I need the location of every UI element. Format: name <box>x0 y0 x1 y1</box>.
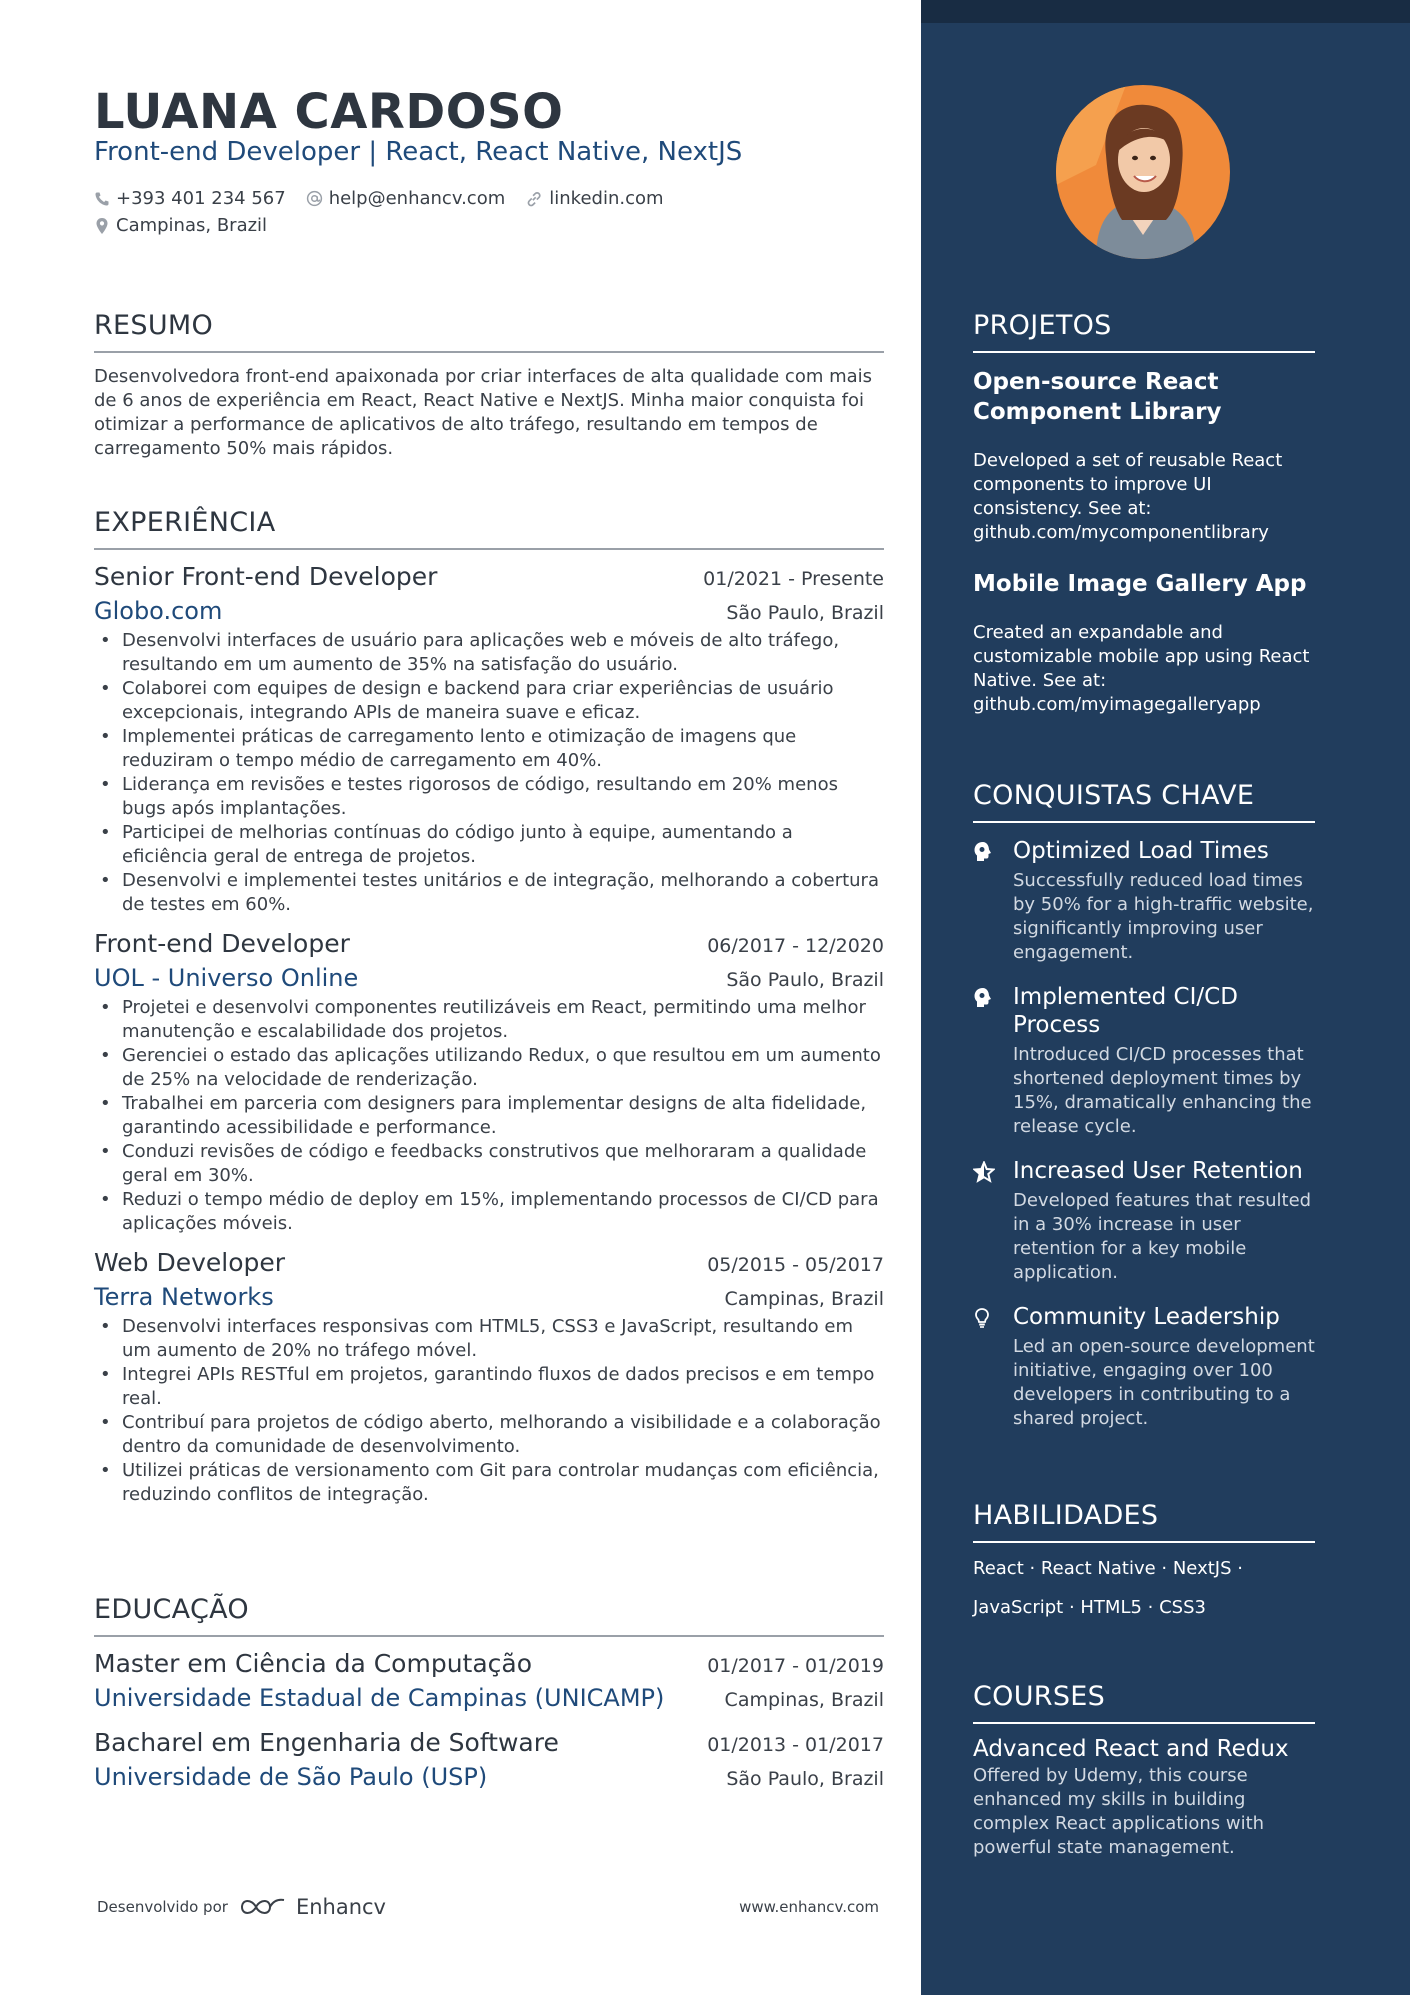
job-bullet: • Desenvolvi e implementei testes unitários e de integração, melhorando a cobertura de testes em 60%. <box>94 869 884 917</box>
job-bullet: • Integrei APIs RESTful em projetos, garantindo fluxos de dados precisos e em tempo real. <box>94 1363 884 1411</box>
courses-heading: COURSES <box>973 1681 1315 1724</box>
job-bullets <box>94 1315 884 1507</box>
education-degree: Bacharel em Engenharia de Software <box>94 1728 559 1757</box>
job-bullet: • Trabalhei em parceria com designers para implementar designs de alta fidelidade, garantindo acessibilidade e performance. <box>94 1092 884 1140</box>
footer <box>97 1895 879 1919</box>
avatar <box>1056 85 1230 259</box>
link-icon <box>525 190 543 208</box>
phone-icon <box>94 191 110 207</box>
job-location: São Paulo, Brazil <box>726 602 884 624</box>
job-entry <box>94 562 884 917</box>
project-title: Mobile Image Gallery App <box>973 571 1307 597</box>
education-school: Universidade Estadual de Campinas (UNICAMP) <box>94 1684 665 1712</box>
course-title: Advanced React and Redux <box>973 1736 1289 1762</box>
course-description: Offered by Udemy, this course enhanced my skills in building complex React applications with powerful state management. <box>973 1765 1265 1858</box>
contact-info <box>94 185 684 239</box>
achievement-description: Developed features that resulted in a 30% increase in user retention for a key mobile application. <box>1013 1190 1312 1283</box>
job-dates: 01/2021 - Presente <box>703 568 884 590</box>
at-icon <box>306 190 323 207</box>
achievement-description: Successfully reduced load times by 50% for a high-traffic website, significantly improving user engagement. <box>1013 870 1314 963</box>
education-location: São Paulo, Brazil <box>726 1768 884 1790</box>
job-bullet: • Reduzi o tempo médio de deploy em 15%, implementando processos de CI/CD para aplicações móveis. <box>94 1188 884 1236</box>
linkedin-text: linkedin.com <box>549 188 664 209</box>
job-location: São Paulo, Brazil <box>726 969 884 991</box>
achievement-description: Introduced CI/CD processes that shortened deployment times by 15%, dramatically enhancing the release cycle. <box>1013 1044 1312 1137</box>
education-location: Campinas, Brazil <box>724 1689 884 1711</box>
job-bullets <box>94 629 884 917</box>
education-dates: 01/2017 - 01/2019 <box>707 1655 884 1677</box>
location-text: Campinas, Brazil <box>116 215 268 236</box>
job-bullet: • Contribuí para projetos de código aberto, melhorando a visibilidade e a colaboração dentro da comunidade de desenvolvimento. <box>94 1411 884 1459</box>
job-bullet: • Utilizei práticas de versionamento com Git para controlar mudanças com eficiência, reduzindo conflitos de integração. <box>94 1459 884 1507</box>
achievement-description: Led an open-source development initiative, engaging over 100 developers in contributing to a shared project. <box>1013 1336 1315 1429</box>
job-bullets <box>94 996 884 1236</box>
job-title: Web Developer <box>94 1248 286 1277</box>
summary-heading: RESUMO <box>94 310 884 353</box>
sidebar <box>921 0 1410 1995</box>
enhancv-logo-icon <box>240 1895 286 1919</box>
project-description: Created an expandable and customizable mobile app using React Native. See at: github.com/myimagegalleryapp <box>973 622 1310 715</box>
job-bullet: • Desenvolvi interfaces de usuário para aplicações web e móveis de alto tráfego, resultando em um aumento de 35% na satisfação do usuário. <box>94 629 884 677</box>
project-title: Open-source React Component Library <box>973 369 1222 425</box>
education-section <box>94 1594 884 1791</box>
experience-section <box>94 507 884 1507</box>
skills-heading: HABILIDADES <box>973 1500 1315 1543</box>
job-bullet: • Desenvolvi interfaces responsivas com HTML5, CSS3 e JavaScript, resultando em um aumento de 20% no tráfego móvel. <box>94 1315 884 1363</box>
projects-section <box>973 310 1315 717</box>
job-entry <box>94 929 884 1236</box>
achievement-item <box>973 837 1315 965</box>
job-entry <box>94 1248 884 1507</box>
location-pin-icon <box>94 217 110 235</box>
phone-text: +393 401 234 567 <box>116 188 286 209</box>
job-bullet: • Liderança em revisões e testes rigorosos de código, resultando em 20% menos bugs após implantações. <box>94 773 884 821</box>
projects-heading: PROJETOS <box>973 310 1315 353</box>
job-company: UOL - Universo Online <box>94 964 359 992</box>
phone-contact[interactable] <box>94 188 286 209</box>
experience-heading: EXPERIÊNCIA <box>94 507 884 550</box>
education-school: Universidade de São Paulo (USP) <box>94 1763 488 1791</box>
enhancv-brand: Enhancv <box>295 1895 386 1919</box>
head-gear-icon <box>973 841 993 863</box>
courses-section <box>973 1681 1315 1860</box>
star-icon <box>973 1161 995 1183</box>
education-degree: Master em Ciência da Computação <box>94 1649 533 1678</box>
education-dates: 01/2013 - 01/2017 <box>707 1734 884 1756</box>
job-title: Senior Front-end Developer <box>94 562 438 591</box>
job-location: Campinas, Brazil <box>724 1288 884 1310</box>
email-text: help@enhancv.com <box>328 188 506 209</box>
achievement-title: Community Leadership <box>1013 1304 1280 1330</box>
skills-line: React · React Native · NextJS · <box>973 1558 1243 1579</box>
achievements-heading: CONQUISTAS CHAVE <box>973 780 1315 823</box>
job-bullet: • Participei de melhorias contínuas do código junto à equipe, aumentando a eficiência geral de entrega de projetos. <box>94 821 884 869</box>
job-bullet: • Conduzi revisões de código e feedbacks construtivos que melhoraram a qualidade geral em 30%. <box>94 1140 884 1188</box>
sidebar-top-bar <box>921 0 1410 23</box>
job-bullet: • Gerenciei o estado das aplicações utilizando Redux, o que resultou em um aumento de 25% na velocidade de renderização. <box>94 1044 884 1092</box>
achievement-title: Implemented CI/CD Process <box>1013 984 1238 1038</box>
job-dates: 05/2015 - 05/2017 <box>707 1254 884 1276</box>
skills-section <box>973 1500 1315 1627</box>
education-heading: EDUCAÇÃO <box>94 1594 884 1637</box>
achievement-title: Optimized Load Times <box>1013 838 1269 864</box>
project-description: Developed a set of reusable React components to improve UI consistency. See at: github.com/mycomponentlibrary <box>973 450 1283 543</box>
linkedin-contact[interactable] <box>525 188 663 209</box>
achievement-item <box>973 1303 1315 1431</box>
skills-line: JavaScript · HTML5 · CSS3 <box>973 1597 1206 1618</box>
head-gear-icon <box>973 987 993 1009</box>
education-entry <box>94 1728 884 1791</box>
website-link[interactable]: www.enhancv.com <box>739 1898 879 1916</box>
achievements-section <box>973 780 1315 1431</box>
location-contact <box>94 215 267 236</box>
candidate-name: LUANA CARDOSO <box>94 84 564 140</box>
job-company: Terra Networks <box>94 1283 274 1311</box>
job-company: Globo.com <box>94 597 223 625</box>
job-title: Front-end Developer <box>94 929 350 958</box>
job-bullet: • Colaborei com equipes de design e backend para criar experiências de usuário excepcionais, integrando APIs de maneira suave e eficaz. <box>94 677 884 725</box>
job-bullet: • Projetei e desenvolvi componentes reutilizáveis em React, permitindo uma melhor manutenção e escalabilidade dos projetos. <box>94 996 884 1044</box>
achievement-item <box>973 983 1315 1139</box>
achievement-title: Increased User Retention <box>1013 1158 1303 1184</box>
lightbulb-icon <box>973 1307 991 1329</box>
job-bullet: • Implementei práticas de carregamento lento e otimização de imagens que reduziram o tempo médio de carregamento em 40%. <box>94 725 884 773</box>
summary-section <box>94 310 884 461</box>
summary-text: Desenvolvedora front-end apaixonada por criar interfaces de alta qualidade com mais de 6 anos de experiência em React, React Native e NextJS. Minha maior conquista foi otimizar a performance de aplicativos de alto tráfego, resultando em tempos de carregamento 50% mais rápidos. <box>94 366 873 459</box>
achievement-item <box>973 1157 1315 1285</box>
powered-by-text: Desenvolvido por <box>97 1898 228 1916</box>
candidate-title: Front-end Developer | React, React Native, NextJS <box>94 137 743 167</box>
education-entry <box>94 1649 884 1712</box>
email-contact[interactable] <box>306 188 506 209</box>
job-dates: 06/2017 - 12/2020 <box>707 935 884 957</box>
skills-list <box>973 1549 1315 1627</box>
